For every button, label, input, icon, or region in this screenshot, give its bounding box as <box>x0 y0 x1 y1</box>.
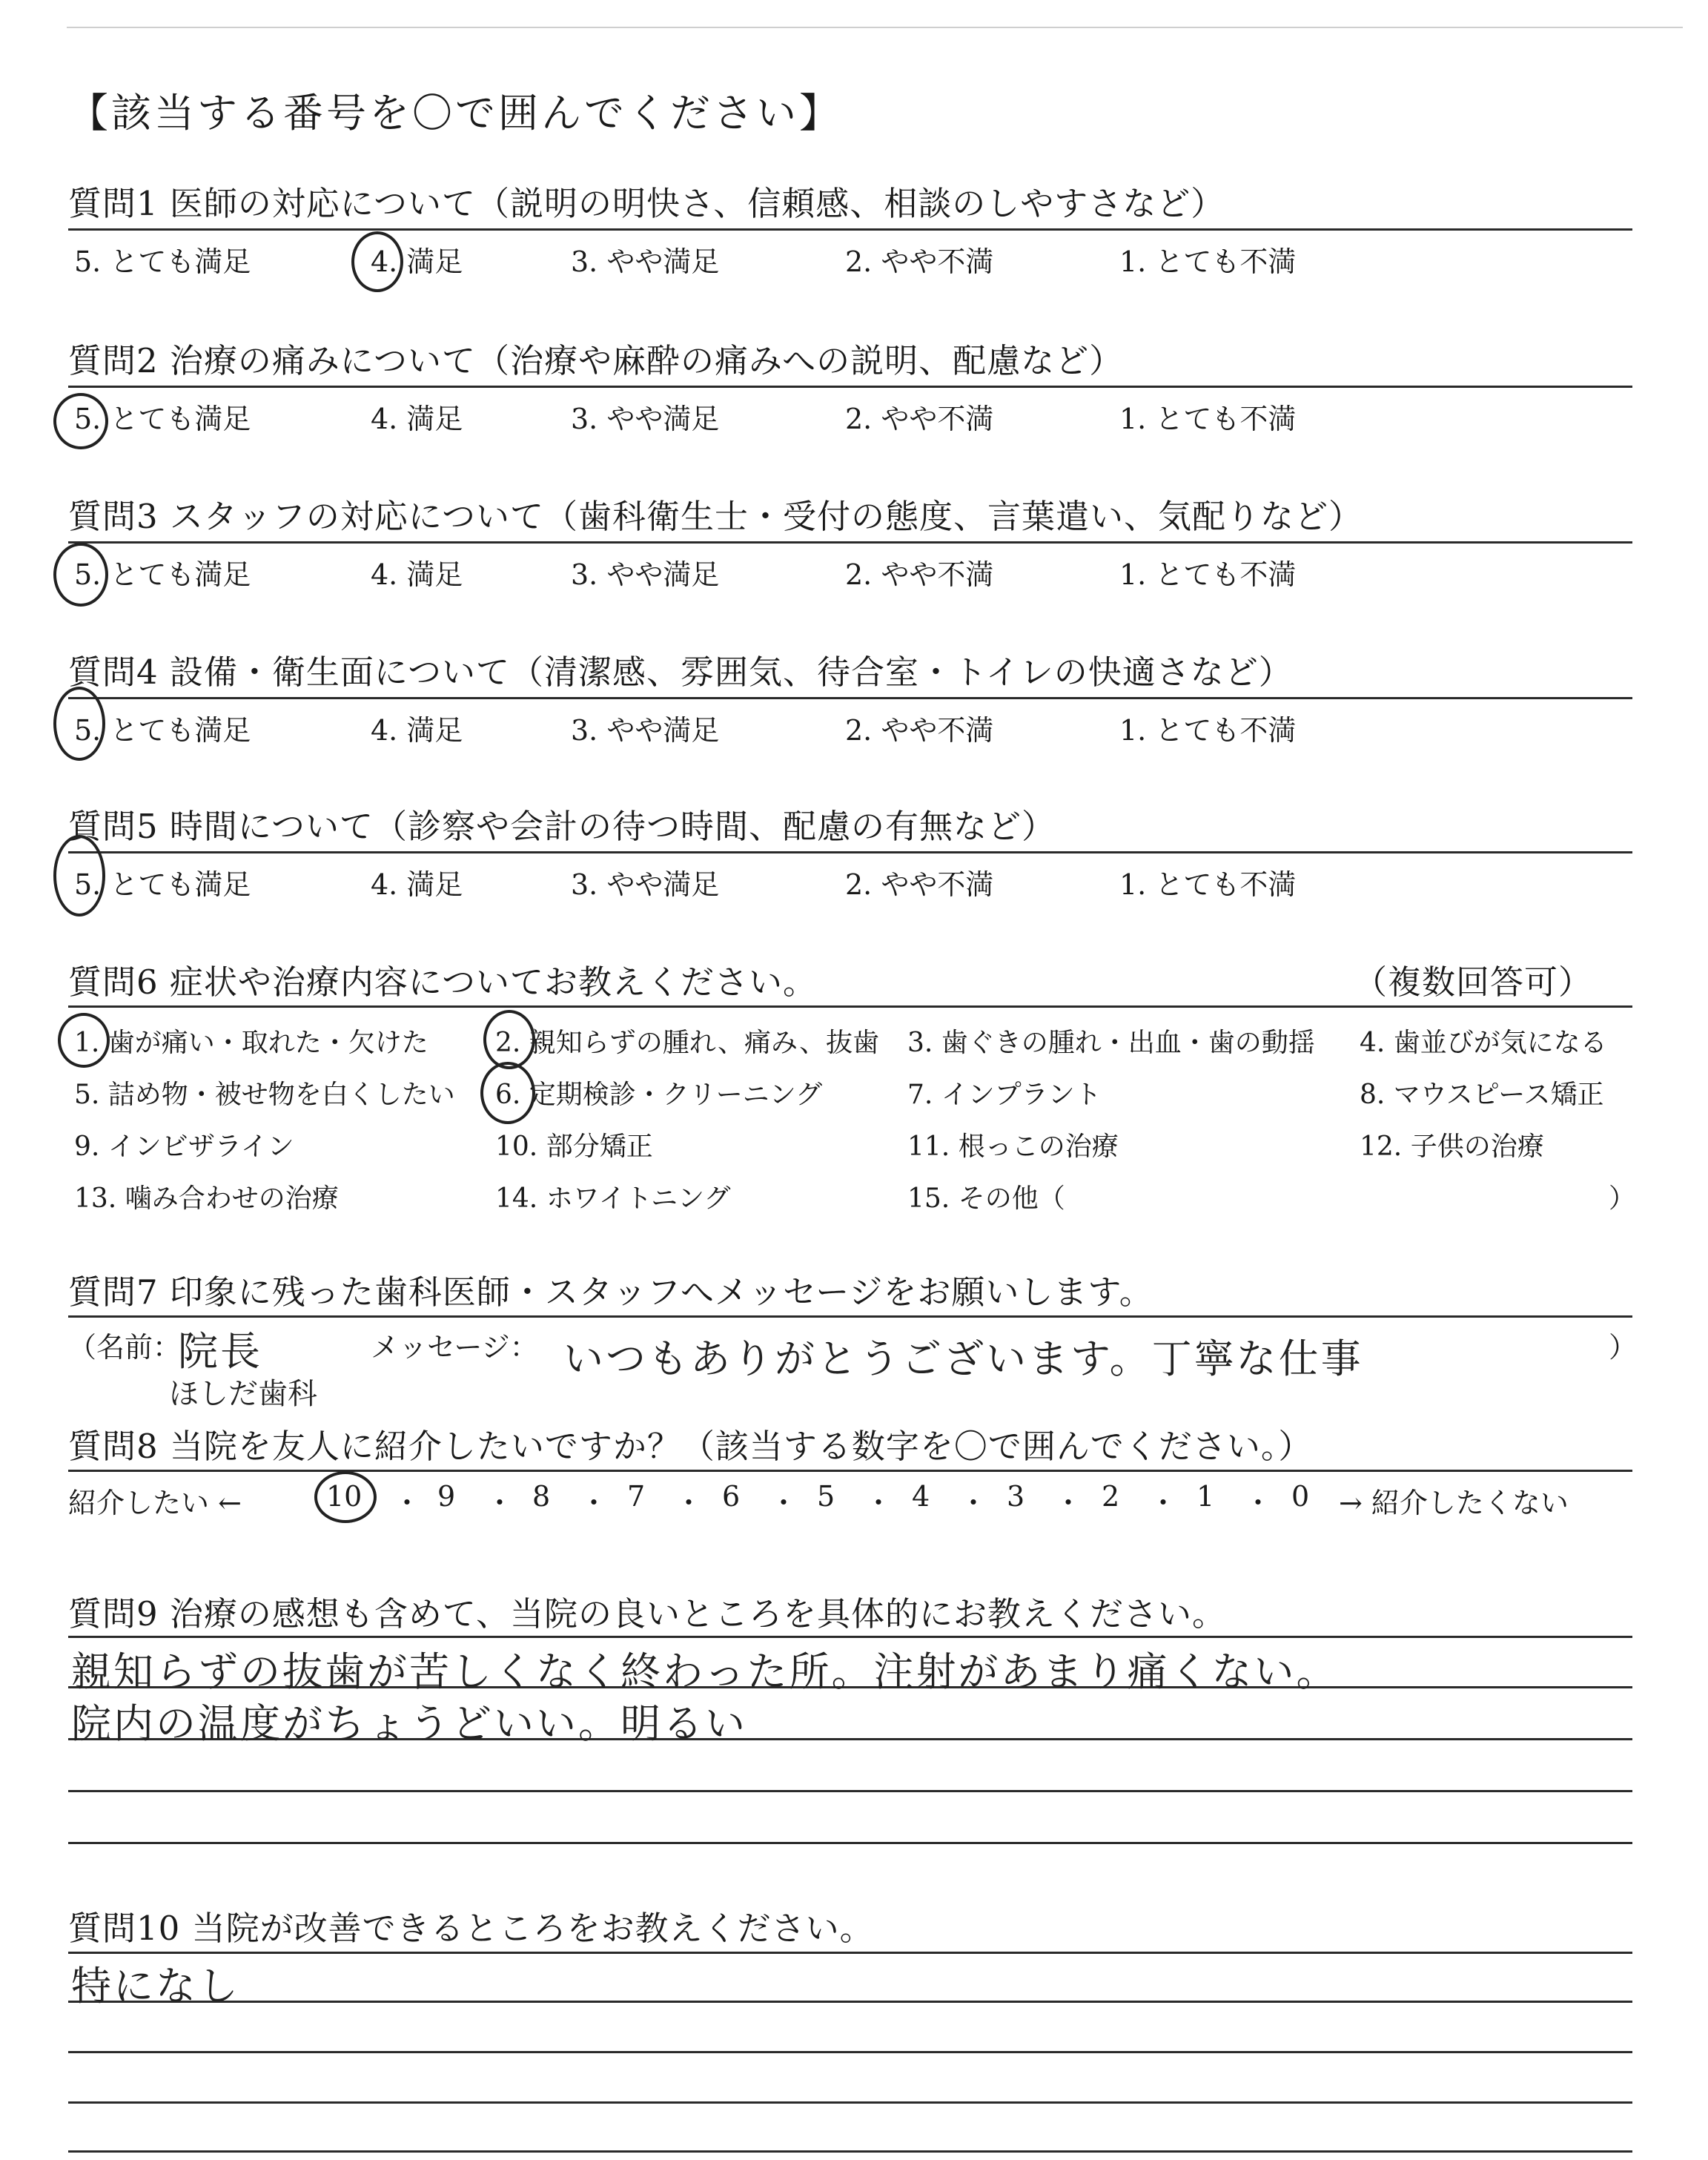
q3-option-2[interactable]: 2. やや不満 <box>845 558 994 591</box>
q1-selection-circle <box>351 231 403 292</box>
q6-option-3[interactable]: 3. 歯ぐきの腫れ・出血・歯の動揺 <box>907 1028 1315 1058</box>
q9-line-5 <box>68 1842 1632 1844</box>
question-3-rule <box>68 541 1632 544</box>
q8-selection-circle <box>314 1471 377 1523</box>
q8-right-label: → 紹介したくない <box>1339 1487 1569 1519</box>
q6-option-2[interactable]: 2. 親知らずの腫れ、痛み、抜歯 <box>495 1028 880 1058</box>
q8-scale-10[interactable]: 10 <box>326 1480 363 1513</box>
q5-selection-circle <box>53 835 105 916</box>
question-6-rule <box>68 1005 1632 1008</box>
q6-option-8[interactable]: 8. マウスピース矯正 <box>1360 1080 1604 1110</box>
q4-option-2[interactable]: 2. やや不満 <box>845 714 994 747</box>
q7-close: ） <box>1609 1331 1638 1364</box>
q10-line-4 <box>68 2101 1632 2104</box>
q6-option-9[interactable]: 9. インビザライン <box>74 1132 294 1162</box>
q8-scale-3[interactable]: 3 <box>1007 1480 1025 1513</box>
page-heading: 【該当する番号を〇で囲んでください】 <box>68 90 842 136</box>
q2-option-1[interactable]: 1. とても不満 <box>1119 403 1297 435</box>
question-9-title: 質問9 治療の感想も含めて、当院の良いところを具体的にお教えください。 <box>68 1594 1227 1634</box>
question-4-rule <box>68 697 1632 699</box>
q6-option-15[interactable]: 15. その他（ <box>907 1183 1065 1214</box>
q8-left-label: 紹介したい ← <box>68 1487 242 1519</box>
q2-option-2[interactable]: 2. やや不満 <box>845 403 994 435</box>
q3-option-1[interactable]: 1. とても不満 <box>1119 558 1297 591</box>
q8-dot: ・ <box>1054 1487 1083 1519</box>
q6-option-10[interactable]: 10. 部分矯正 <box>495 1132 653 1162</box>
q10-answer-line-1[interactable]: 特になし <box>71 1963 240 2009</box>
q8-scale-8[interactable]: 8 <box>532 1480 551 1513</box>
q5-option-3[interactable]: 3. やや満足 <box>571 868 720 901</box>
q8-scale-0[interactable]: 0 <box>1291 1480 1310 1513</box>
q8-dot: ・ <box>393 1487 422 1519</box>
q8-scale-6[interactable]: 6 <box>722 1480 741 1513</box>
question-3-title: 質問3 スタッフの対応について（歯科衛生士・受付の態度、言葉遣い、気配りなど） <box>68 497 1363 536</box>
q5-option-1[interactable]: 1. とても不満 <box>1119 868 1297 901</box>
q1-option-2[interactable]: 2. やや不満 <box>845 245 994 278</box>
question-7-rule <box>68 1315 1632 1318</box>
q3-option-4[interactable]: 4. 満足 <box>371 558 463 591</box>
q8-scale-4[interactable]: 4 <box>912 1480 930 1513</box>
question-5-title: 質問5 時間について（診察や会計の待つ時間、配慮の有無など） <box>68 807 1056 846</box>
q7-name-value[interactable]: 院長 <box>178 1328 262 1375</box>
q8-dot: ・ <box>580 1487 609 1519</box>
q6-option-1[interactable]: 1. 歯が痛い・取れた・欠けた <box>74 1028 428 1058</box>
q4-option-3[interactable]: 3. やや満足 <box>571 714 720 747</box>
q8-dot: ・ <box>769 1487 798 1519</box>
question-1-rule <box>68 228 1632 231</box>
q7-message-label: メッセージ： <box>371 1331 538 1364</box>
q1-option-5[interactable]: 5. とても満足 <box>74 245 251 278</box>
q3-option-5[interactable]: 5. とても満足 <box>74 558 251 591</box>
question-6-title: 質問6 症状や治療内容についてお教えください。 <box>68 962 818 1002</box>
question-7-title: 質問7 印象に残った歯科医師・スタッフへメッセージをお願いします。 <box>68 1272 1153 1312</box>
q2-option-5[interactable]: 5. とても満足 <box>74 403 251 435</box>
q4-option-5[interactable]: 5. とても満足 <box>74 714 251 747</box>
q6-option-11[interactable]: 11. 根っこの治療 <box>907 1132 1119 1162</box>
q1-option-3[interactable]: 3. やや満足 <box>571 245 720 278</box>
q6-option-15-close: ） <box>1609 1183 1636 1214</box>
q3-selection-circle <box>53 543 108 607</box>
q8-dot: ・ <box>864 1487 893 1519</box>
q8-scale-1[interactable]: 1 <box>1196 1480 1215 1513</box>
q5-option-4[interactable]: 4. 満足 <box>371 868 463 901</box>
q5-option-5[interactable]: 5. とても満足 <box>74 868 251 901</box>
question-4-title: 質問4 設備・衛生面について（清潔感、雰囲気、待合室・トイレの快適さなど） <box>68 653 1293 692</box>
question-8-title: 質問8 当院を友人に紹介したいですか？（該当する数字を〇で囲んでください。） <box>68 1427 1313 1466</box>
q6-option-7[interactable]: 7. インプラント <box>907 1080 1102 1110</box>
q5-option-2[interactable]: 2. やや不満 <box>845 868 994 901</box>
q6-selection-circle-1 <box>58 1013 110 1068</box>
q8-scale-5[interactable]: 5 <box>817 1480 835 1513</box>
q7-name-label: （名前： <box>68 1331 182 1364</box>
q9-answer-line-2[interactable]: 院内の温度がちょうどいい。明るい <box>71 1700 747 1747</box>
q10-line-5 <box>68 2150 1632 2153</box>
q6-option-4[interactable]: 4. 歯並びが気になる <box>1360 1028 1607 1058</box>
q8-dot: ・ <box>486 1487 514 1519</box>
q6-selection-circle-6 <box>480 1062 535 1124</box>
q6-option-13[interactable]: 13. 噛み合わせの治療 <box>74 1183 339 1214</box>
q9-line-1 <box>68 1636 1632 1638</box>
q8-dot: ・ <box>1149 1487 1178 1519</box>
q6-option-5[interactable]: 5. 詰め物・被せ物を白くしたい <box>74 1080 455 1110</box>
question-5-rule <box>68 851 1632 853</box>
question-6-note: （複数回答可） <box>1354 962 1593 1002</box>
q10-line-2 <box>68 2001 1632 2003</box>
q2-selection-circle <box>53 393 108 449</box>
q7-message-value[interactable]: いつもありがとうございます。丁寧な仕事 <box>563 1335 1363 1382</box>
q2-option-3[interactable]: 3. やや満足 <box>571 403 720 435</box>
q8-scale-2[interactable]: 2 <box>1102 1480 1120 1513</box>
q8-scale-9[interactable]: 9 <box>437 1480 456 1513</box>
q8-dot: ・ <box>959 1487 988 1519</box>
top-border <box>67 27 1683 28</box>
q4-selection-circle <box>53 687 105 761</box>
q9-line-4 <box>68 1790 1632 1792</box>
question-1-title: 質問1 医師の対応について（説明の明快さ、信頼感、相談のしやすさなど） <box>68 184 1225 223</box>
q10-line-3 <box>68 2051 1632 2053</box>
q8-dot: ・ <box>1244 1487 1273 1519</box>
q4-option-4[interactable]: 4. 満足 <box>371 714 463 747</box>
q6-option-12[interactable]: 12. 子供の治療 <box>1360 1132 1544 1162</box>
question-2-title: 質問2 治療の痛みについて（治療や麻酔の痛みへの説明、配慮など） <box>68 341 1124 380</box>
question-10-title: 質問10 当院が改善できるところをお教えください。 <box>68 1909 874 1948</box>
q8-dot: ・ <box>675 1487 704 1519</box>
question-8-rule <box>68 1470 1632 1472</box>
q7-name-sub: ほしだ歯科 <box>169 1377 317 1411</box>
q4-option-1[interactable]: 1. とても不満 <box>1119 714 1297 747</box>
q10-line-1 <box>68 1952 1632 1954</box>
q3-option-3[interactable]: 3. やや満足 <box>571 558 720 591</box>
q6-option-6[interactable]: 6. 定期検診・クリーニング <box>495 1080 823 1110</box>
q6-selection-circle-2 <box>483 1010 535 1069</box>
q6-option-14[interactable]: 14. ホワイトニング <box>495 1183 731 1214</box>
q1-option-4[interactable]: 4. 満足 <box>371 245 463 278</box>
q9-answer-line-1[interactable]: 親知らずの抜歯が苦しくなく終わった所。注射があまり痛くない。 <box>71 1648 1339 1695</box>
q2-option-4[interactable]: 4. 満足 <box>371 403 463 435</box>
question-2-rule <box>68 386 1632 388</box>
q1-option-1[interactable]: 1. とても不満 <box>1119 245 1297 278</box>
q8-scale-7[interactable]: 7 <box>627 1480 646 1513</box>
